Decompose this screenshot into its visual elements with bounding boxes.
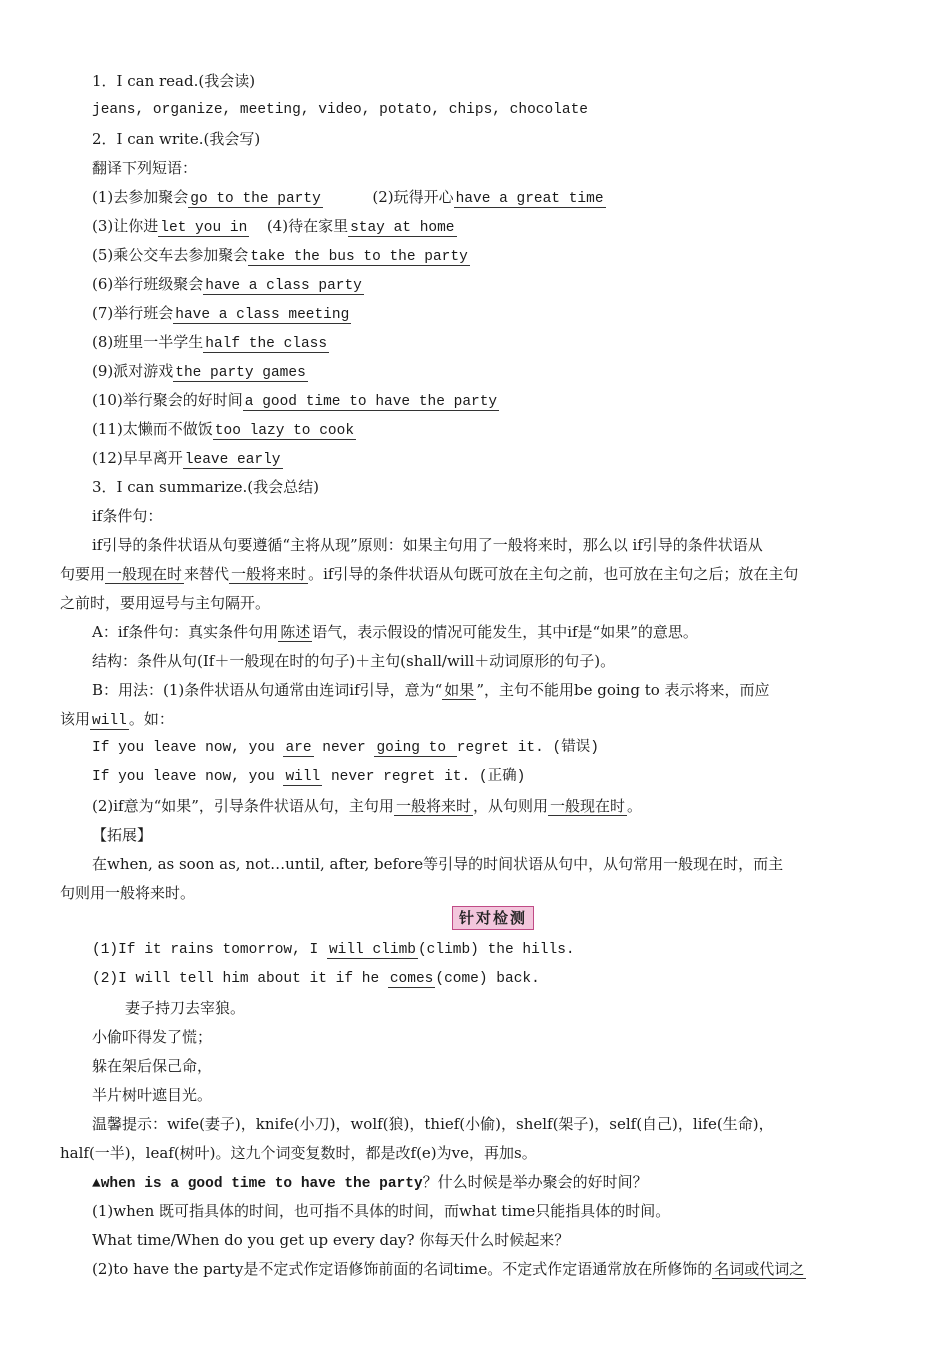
text: 。如： <box>128 710 174 728</box>
vocab-words: jeans, organize, meeting, video, potato, chips, chocolate <box>92 102 588 118</box>
tip-line: half(一半)，leaf(树叶)。这九个词变复数时，都是改f(e)为ve，再加s。 <box>60 1144 537 1162</box>
underlined-answer: 如果 <box>444 681 475 699</box>
example-correct <box>92 767 525 787</box>
phrase-label: (1)去参加聚会 <box>92 188 189 206</box>
rule-b-cont <box>60 709 174 731</box>
text: (1)If it rains tomorrow, I <box>92 942 327 958</box>
text: regret it. (错误) <box>456 740 599 756</box>
rule-c <box>92 796 642 816</box>
text: (2)if意为“如果”，引导条件状语从句，主句用 <box>92 797 394 815</box>
phrase-answer: leave early <box>184 452 281 468</box>
phrase-row <box>92 216 457 238</box>
poem-line: 小偷吓得发了慌； <box>92 1028 213 1046</box>
text: (climb) the hills. <box>417 942 575 958</box>
phrase-label: (12)早早离开 <box>92 449 183 467</box>
section2-intro: 翻译下列短语： <box>92 159 198 177</box>
extension-line: 在when, as soon as, not…until, after, before等引导的时间状语从句中，从句常用一般现在时，而主 <box>92 855 784 873</box>
text: never <box>313 740 375 756</box>
underlined-answer: will <box>92 713 127 729</box>
underlined-answer: are <box>285 740 312 756</box>
tip-line: 温馨提示：wife(妻子)，knife(小刀)，wolf(狼)，thief(小偷)，shelf(架子)，self(自己)，life(生命)， <box>92 1115 774 1133</box>
underlined-answer: 一般将来时 <box>231 565 307 583</box>
section2-title: 2．I can write.(我会写) <box>92 130 261 148</box>
phrase-label: (10)举行聚会的好时间 <box>92 391 243 409</box>
phrase-label: (7)举行班会 <box>92 304 174 322</box>
text: (come) back. <box>435 971 540 987</box>
phrase-label: (3)让你进 <box>92 217 159 235</box>
extension-title: 【拓展】 <box>92 826 153 844</box>
phrase-answer: the party games <box>175 365 306 381</box>
text: A：if条件句：真实条件句用 <box>92 623 279 641</box>
text: never regret it. (正确) <box>322 769 526 785</box>
phrase-row <box>92 448 283 470</box>
underlined-answer: going to <box>376 740 455 756</box>
text: B：用法：(1)条件状语从句通常由连词if引导，意为“ <box>92 681 443 699</box>
section1-title: 1．I can read.(我会读) <box>92 72 256 90</box>
underlined-answer: 一般将来时 <box>395 797 471 815</box>
phrase-row <box>92 332 329 354</box>
text: 该用 <box>60 710 91 728</box>
underlined-answer: will climb <box>328 942 416 958</box>
text: ，从句则用 <box>472 797 548 815</box>
phrase-label: (6)举行班级聚会 <box>92 275 204 293</box>
text: ”，主句不能用be going to 表示将来，而应 <box>476 681 770 699</box>
rule-a <box>92 622 698 642</box>
phrase-row <box>92 419 356 441</box>
phrase-answer: let you in <box>160 220 248 236</box>
note-line <box>92 1259 806 1279</box>
extension-line: 句则用一般将来时。 <box>60 884 196 902</box>
phrase-row <box>92 245 470 267</box>
text: If you leave now, you <box>92 769 284 785</box>
key-phrase-en: ▲when is a good time to have the party <box>92 1176 423 1192</box>
phrase-answer: have a class party <box>205 278 362 294</box>
phrase-answer: have a great time <box>455 191 604 207</box>
underlined-answer: 名词或代词之 <box>714 1260 805 1278</box>
phrase-answer: half the class <box>205 336 328 352</box>
underlined-answer: will <box>285 769 321 785</box>
phrase-row <box>92 187 606 209</box>
structure-line: 结构：条件从句(If＋一般现在时的句子)＋主句(shall/will＋动词原形的句子)。 <box>92 652 616 670</box>
phrase-label: (9)派对游戏 <box>92 362 174 380</box>
section3-title: 3．I can summarize.(我会总结) <box>92 478 319 496</box>
text: If you leave now, you <box>92 740 284 756</box>
rule-b <box>92 680 770 700</box>
note-example: What time/When do you get up every day? 你每天什么时候起来？ <box>92 1231 570 1249</box>
text: 。 <box>626 797 642 815</box>
note-line: (1)when 既可指具体的时间，也可指不具体的时间，而what time只能指具体的时间。 <box>92 1202 671 1220</box>
phrase-answer: have a class meeting <box>175 307 350 323</box>
phrase-label: (8)班里一半学生 <box>92 333 204 351</box>
phrase-label: (11)太懒而不做饭 <box>92 420 213 438</box>
underlined-answer: 一般现在时 <box>107 565 183 583</box>
example-wrong <box>92 738 599 758</box>
phrase-row <box>92 274 364 296</box>
phrase-answer: go to the party <box>190 191 321 207</box>
paragraph-line: 之前时，要用逗号与主句隔开。 <box>60 594 271 612</box>
phrase-answer: stay at home <box>350 220 455 236</box>
poem-line: 妻子持刀去宰狼。 <box>125 999 246 1017</box>
text: 语气，表示假设的情况可能发生，其中if是“如果”的意思。 <box>312 623 698 641</box>
text: (2)to have the party是不定式作定语修饰前面的名词time。不定式作定语通常放在所修饰的 <box>92 1260 713 1278</box>
phrase-answer: too lazy to cook <box>214 423 355 439</box>
text: (2)I will tell him about it if he <box>92 971 388 987</box>
phrase-row <box>92 303 351 325</box>
text: 。if引导的条件状语从句既可放在主句之前，也可放在主句之后；放在主句 <box>308 565 799 583</box>
check-badge: 针对检测 <box>452 906 534 930</box>
phrase-label: (2)玩得开心 <box>372 188 454 206</box>
key-phrase-cn: ？什么时候是举办聚会的好时间？ <box>422 1173 648 1191</box>
phrase-answer: take the bus to the party <box>250 249 468 265</box>
phrase-row <box>92 361 308 383</box>
phrase-label: (4)待在家里 <box>266 217 349 235</box>
key-phrase <box>92 1172 648 1194</box>
phrase-label: (5)乘公交车去参加聚会 <box>92 246 249 264</box>
phrase-answer: a good time to have the party <box>244 394 498 410</box>
poem-line: 躲在架后保己命， <box>92 1057 213 1075</box>
exercise-item <box>92 969 540 989</box>
text: 来替代 <box>184 565 230 583</box>
underlined-answer: 一般现在时 <box>549 797 625 815</box>
exercise-item <box>92 940 575 960</box>
paragraph-line <box>60 564 798 584</box>
underlined-answer: 陈述 <box>280 623 311 641</box>
poem-line: 半片树叶遮目光。 <box>92 1086 213 1104</box>
underlined-answer: comes <box>389 971 434 987</box>
section3-subtitle: if条件句： <box>92 507 163 525</box>
text: 句要用 <box>60 565 106 583</box>
paragraph-line: if引导的条件状语从句要遵循“主将从现”原则：如果主句用了一般将来时，那么以 if引导的条件状语从 <box>92 536 763 554</box>
phrase-row <box>92 390 499 412</box>
